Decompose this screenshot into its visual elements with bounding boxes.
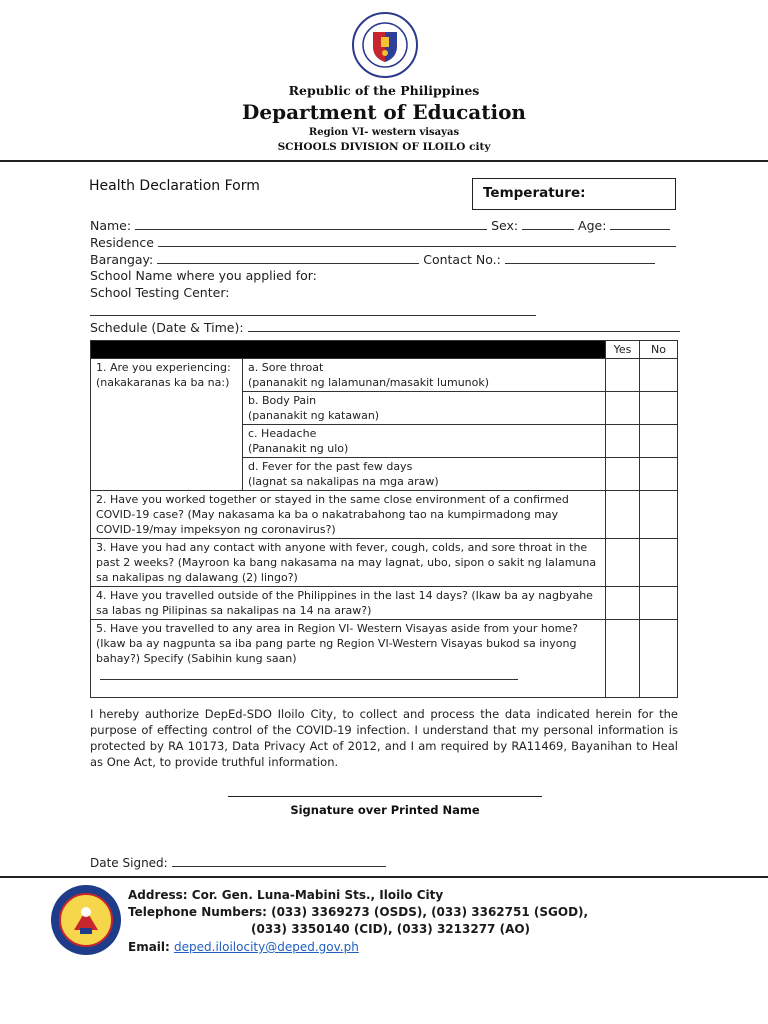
no-checkbox[interactable] (640, 587, 678, 620)
no-checkbox[interactable] (640, 539, 678, 587)
signature-line[interactable] (228, 796, 542, 797)
sex-field[interactable] (522, 217, 574, 230)
schedule-field[interactable] (248, 319, 680, 332)
symptom-fil: (pananakit ng lalamunan/masakit lumunok) (248, 376, 490, 389)
question-2-text: 2. Have you worked together or stayed in the same close environment of a confirmed COVID-19 case? (May nakasama ka ba o nakatrabahong tao na kumpirmadong may COVID-19/may impeksyon ng coronavirus?) (91, 491, 606, 539)
header-region: Region VI- western visayas (308, 127, 460, 138)
symptom-cell (243, 458, 606, 491)
specify-field[interactable] (100, 672, 518, 680)
yes-checkbox[interactable] (606, 359, 640, 392)
table-header-row (91, 341, 678, 359)
testing-center-field[interactable] (90, 303, 536, 316)
footer-divider (0, 876, 768, 878)
yes-checkbox[interactable] (606, 392, 640, 425)
age-label: Age: (578, 218, 607, 233)
residence-row (90, 234, 676, 250)
residence-field[interactable] (158, 234, 676, 247)
testing-center-row (90, 303, 536, 319)
symptom-en: c. Headache (248, 427, 317, 440)
footer-email-row (128, 940, 359, 954)
division-seal-logo (50, 884, 122, 956)
consent-paragraph: I hereby authorize DepEd-SDO Iloilo City, to collect and process the data indicated herein for the purpose of effecting control of the COVID-19 infection. I understand that my personal information is protected by RA 10173, Data Privacy Act of 2012, and I am required by RA11469, Bayanihan to Heal as One Act, to provide truthful information. (90, 707, 678, 769)
symptom-row-a (91, 359, 678, 392)
header-divider (0, 160, 768, 162)
table-header-black (91, 341, 606, 359)
yes-checkbox[interactable] (606, 458, 640, 491)
signature-label: Signature over Printed Name (290, 803, 480, 817)
no-checkbox[interactable] (640, 359, 678, 392)
question-4-text: 4. Have you travelled outside of the Philippines in the last 14 days? (Ikaw ba ay nagbyahe sa labas ng Pilipinas sa nakalipas na 14 na araw?) (91, 587, 606, 620)
name-field[interactable] (135, 217, 487, 230)
question-5-cell (91, 620, 606, 698)
name-label: Name: (90, 218, 132, 233)
temperature-field[interactable]: Temperature: (472, 178, 676, 210)
footer-phone-row (128, 905, 588, 919)
phone-value-2: (033) 3350140 (CID), (033) 3213277 (AO) (251, 922, 531, 936)
barangay-field[interactable] (157, 251, 419, 264)
phone-label: Telephone Numbers: (128, 905, 267, 919)
question-1-sub: (nakakaranas ka ba na:) (96, 376, 230, 389)
yes-checkbox[interactable] (606, 587, 640, 620)
contact-label: Contact No.: (423, 252, 501, 267)
no-checkbox[interactable] (640, 458, 678, 491)
symptom-fil: (Pananakit ng ulo) (248, 442, 349, 455)
question-3-row (91, 539, 678, 587)
yes-checkbox[interactable] (606, 620, 640, 698)
email-label: Email: (128, 940, 170, 954)
schedule-row (90, 319, 680, 335)
date-signed-label: Date Signed: (90, 856, 168, 870)
header-republic: Republic of the Philippines (288, 83, 480, 98)
symptom-cell (243, 359, 606, 392)
date-signed-field[interactable] (172, 854, 386, 867)
residence-label: Residence (90, 235, 154, 250)
age-field[interactable] (610, 217, 670, 230)
symptom-en: b. Body Pain (248, 394, 317, 407)
address-label: Address: (128, 888, 188, 902)
no-checkbox[interactable] (640, 425, 678, 458)
question-3-text: 3. Have you had any contact with anyone with fever, cough, colds, and sore throat in the past 2 weeks? (Mayroon ka bang nakasama na may lagnat, ubo, sipon o sakit ng lalamuna sa nakalipas ng dalawang (2) lingo?) (91, 539, 606, 587)
testing-center-label: School Testing Center: (90, 285, 230, 300)
yes-checkbox[interactable] (606, 425, 640, 458)
yes-checkbox[interactable] (606, 539, 640, 587)
email-link[interactable]: deped.iloilocity@deped.gov.ph (174, 940, 359, 954)
phone-value-1: (033) 3369273 (OSDS), (033) 3362751 (SGOD), (271, 905, 589, 919)
name-row (90, 217, 670, 233)
contact-field[interactable] (505, 251, 655, 264)
no-checkbox[interactable] (640, 491, 678, 539)
symptom-fil: (lagnat sa nakalipas na mga araw) (248, 475, 439, 488)
question-2-row (91, 491, 678, 539)
footer-address-row (128, 888, 443, 902)
no-checkbox[interactable] (640, 620, 678, 698)
symptom-en: d. Fever for the past few days (248, 460, 413, 473)
symptom-cell (243, 425, 606, 458)
deped-seal-logo (352, 12, 418, 78)
barangay-row (90, 251, 655, 267)
sex-label: Sex: (491, 218, 519, 233)
header-department: Department of Education (242, 100, 526, 124)
symptom-fil: (pananakit ng katawan) (248, 409, 380, 422)
question-4-row (91, 587, 678, 620)
questionnaire-table (90, 340, 678, 698)
yes-checkbox[interactable] (606, 491, 640, 539)
no-header: No (640, 341, 678, 359)
question-5-row (91, 620, 678, 698)
no-checkbox[interactable] (640, 392, 678, 425)
yes-header: Yes (606, 341, 640, 359)
address-value: Cor. Gen. Luna-Mabini Sts., Iloilo City (191, 888, 444, 902)
school-label: School Name where you applied for: (90, 268, 317, 283)
question-1-cell (91, 359, 243, 491)
schedule-label: Schedule (Date & Time): (90, 320, 244, 335)
symptom-cell (243, 392, 606, 425)
header-division: SCHOOLS DIVISION OF ILOILO city (277, 141, 491, 153)
barangay-label: Barangay: (90, 252, 154, 267)
symptom-en: a. Sore throat (248, 361, 324, 374)
date-signed-row (90, 854, 386, 870)
question-1-label: 1. Are you experiencing: (96, 361, 231, 374)
form-title: Health Declaration Form (89, 178, 260, 194)
question-5-text: 5. Have you travelled to any area in Region VI- Western Visayas aside from your home? (Ikaw ba ay nagpunta sa iba pang parte ng Region VI-Western Visayas bukod sa inyong bahay?) Specify (Sabihin kung saan) (96, 622, 578, 665)
